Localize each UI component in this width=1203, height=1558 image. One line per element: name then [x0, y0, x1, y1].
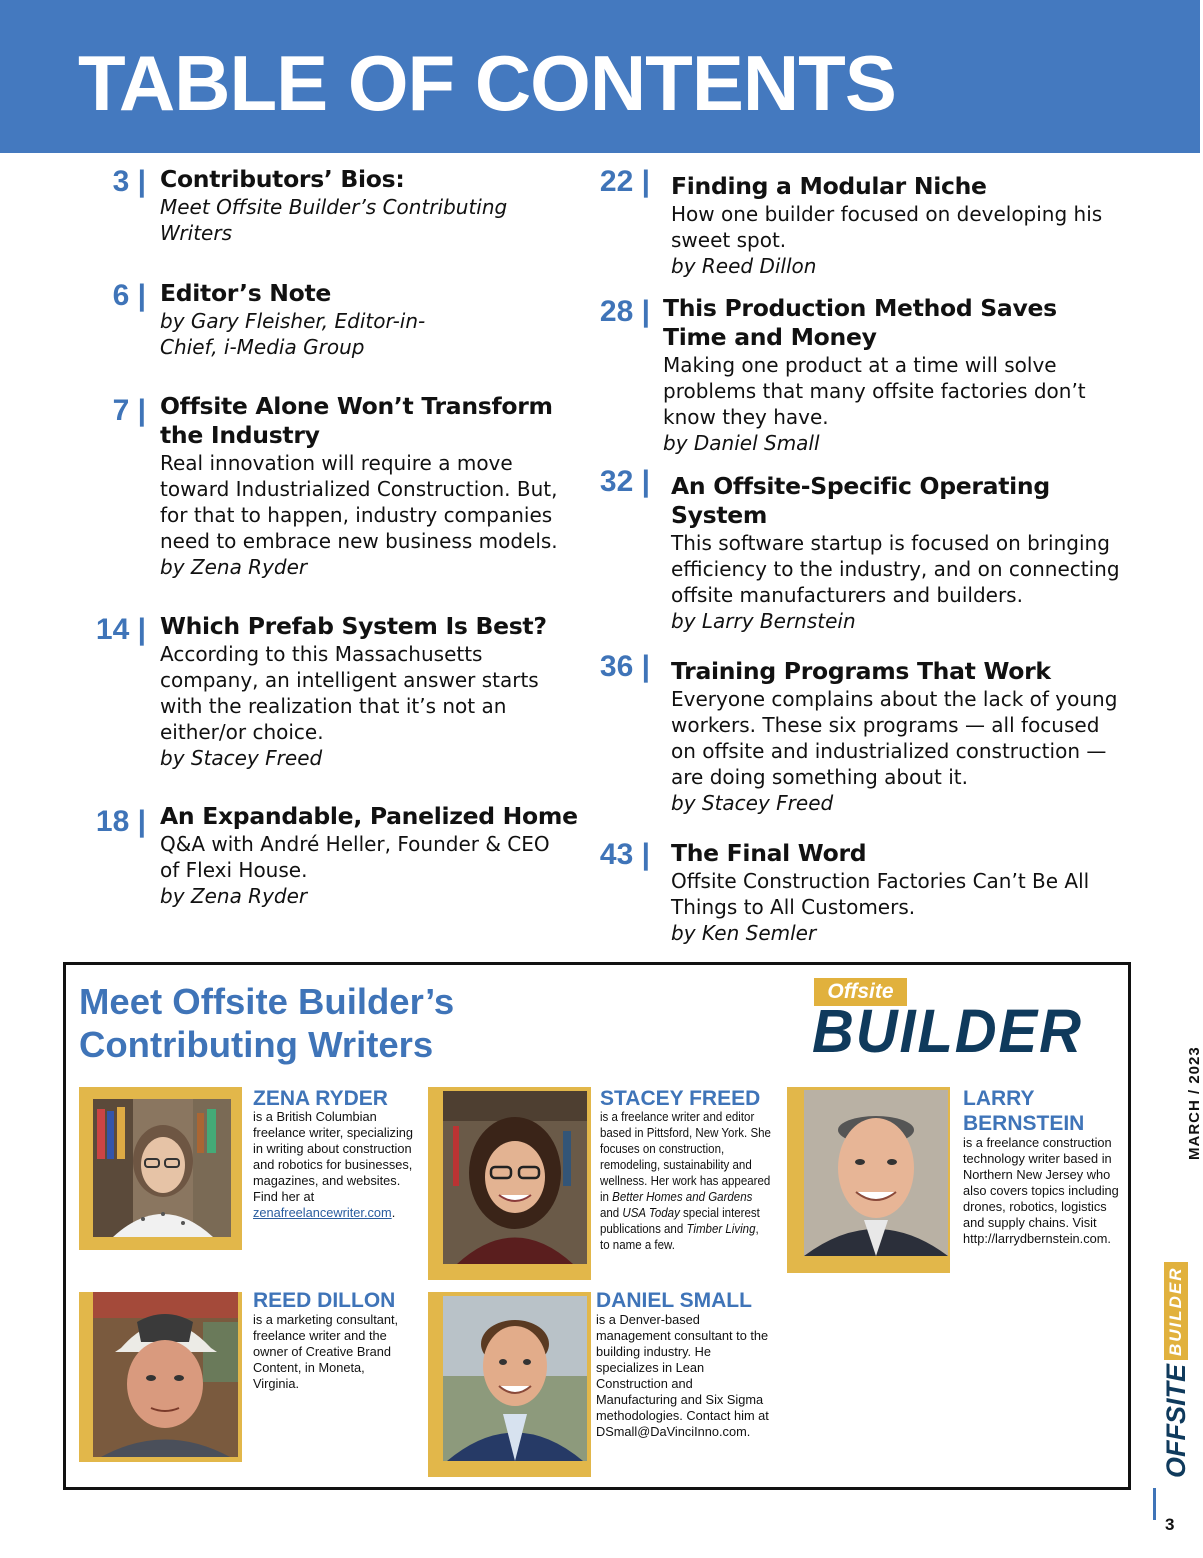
toc-page-number: 7 | [112, 394, 146, 427]
toc-entry-title: Offsite Alone Won’t Transform the Industry [160, 392, 553, 449]
toc-page-number: 32 | [599, 465, 650, 498]
writer-bio-daniel-small: is a Denver-based management consultant to the building industry. He specializes in Lean Construction and Manufacturing and Six Sigma methodologies. Contact him at DSmall@DaVinciInno.com. [596, 1312, 769, 1439]
toc-entry[interactable] [160, 802, 578, 909]
bio-text: , to name a few. [600, 1221, 759, 1252]
zena-website-link[interactable]: zenafreelancewriter.com [253, 1205, 392, 1220]
writer-name-larry-bernstein [963, 1086, 1084, 1136]
toc-entry-title: Which Prefab System Is Best? [160, 612, 547, 640]
photo-larry-bernstein [787, 1087, 950, 1273]
toc-entry[interactable] [160, 165, 560, 246]
toc-page-number: 6 | [112, 279, 146, 312]
bio-text: is a freelance writer and editor based in Pittsford, New York. She focuses on construction, remodeling, sustainability and wellness. Her work has appeared in [600, 1109, 771, 1204]
toc-entry-byline: by Larry Bernstein [671, 609, 856, 633]
footer-divider [1153, 1488, 1156, 1520]
toc-entry-desc: Q&A with André Heller, Founder & CEO of Flexi House. [160, 832, 550, 882]
issue-date: MARCH / 2023 [1186, 1046, 1203, 1160]
toc-entry[interactable] [160, 279, 490, 360]
toc-entry-byline: by Reed Dillon [671, 254, 817, 278]
toc-entry-byline: by Daniel Small [663, 431, 820, 455]
toc-entry-title: Finding a Modular Niche [671, 172, 987, 200]
writer-name-stacey-freed: STACEY FREED [600, 1087, 761, 1110]
toc-entry-title: This Production Method Saves Time and Money [663, 294, 1057, 351]
toc-page-number: 22 | [599, 165, 650, 198]
toc-entry[interactable] [663, 294, 1133, 456]
bio-text-end: . [391, 1205, 396, 1220]
toc-entry-byline: by Zena Ryder [160, 555, 308, 579]
contributors-title [79, 980, 454, 1066]
sidebar-logo [1160, 1266, 1192, 1478]
writer-name-line1: LARRY [963, 1087, 1035, 1110]
toc-page-number: 14 | [95, 613, 146, 646]
toc-page-number: 43 | [599, 838, 650, 871]
toc-entry-desc: This software startup is focused on bringing efficiency to the industry, and on connecting offsite manufacturers and builders. [671, 531, 1120, 607]
writer-bio-stacey-freed [600, 1109, 771, 1253]
writer-name-zena-ryder: ZENA RYDER [253, 1087, 388, 1110]
sidebar-logo-offsite: OFFSITE [1161, 1364, 1191, 1478]
writer-bio-zena-ryder [253, 1109, 415, 1221]
photo-zena-ryder [79, 1087, 242, 1250]
page-number: 3 [1165, 1515, 1175, 1534]
toc-entry-desc: Making one product at a time will solve problems that many offsite factories don’t know they have. [663, 353, 1086, 429]
toc-entry-byline: by Stacey Freed [160, 746, 323, 770]
toc-entry-byline: by Stacey Freed [671, 791, 834, 815]
photo-stacey-freed [428, 1087, 591, 1280]
writer-name-reed-dillon: REED DILLON [253, 1289, 396, 1312]
toc-entry-desc: Offsite Construction Factories Can’t Be All Things to All Customers. [671, 869, 1090, 919]
bio-text: special interest publications and [600, 1205, 760, 1236]
logo-word: BUILDER [812, 997, 1083, 1065]
toc-entry-desc: Meet Offsite Builder’s Contributing Writers [160, 195, 508, 245]
toc-entry-title: An Expandable, Panelized Home [160, 802, 578, 830]
toc-entry[interactable] [671, 172, 1131, 279]
toc-entry[interactable] [160, 392, 570, 580]
toc-entry[interactable] [671, 839, 1131, 946]
toc-page-number: 18 | [95, 805, 146, 838]
publication-name: Better Homes and Gardens [612, 1189, 753, 1204]
bio-text: is a British Columbian freelance writer, specializing in writing about construction and robotics for businesses, magazines, and websites. Find her at [253, 1109, 414, 1204]
writer-name-line2: BERNSTEIN [963, 1112, 1085, 1135]
toc-entry-byline: by Ken Semler [671, 921, 817, 945]
page-title: TABLE OF CONTENTS [78, 39, 896, 127]
toc-entry-desc: by Gary Fleisher, Editor-in-Chief, i-Media Group [160, 309, 426, 359]
toc-entry-title: Contributors’ Bios: [160, 165, 405, 193]
offsite-builder-logo [812, 978, 1083, 1065]
publication-name: USA Today [622, 1205, 680, 1220]
toc-entry-desc: Real innovation will require a move toward Industrialized Construction. But, for that to happen, industry companies need to embrace new business models. [160, 451, 558, 553]
photo-daniel-small [428, 1292, 591, 1477]
toc-entry-desc: How one builder focused on developing his sweet spot. [671, 202, 1103, 252]
writer-name-daniel-small: DANIEL SMALL [596, 1289, 752, 1312]
contributors-title-line2: Contributing Writers [79, 1024, 434, 1065]
writer-bio-reed-dillon: is a marketing consultant, freelance writer and the owner of Creative Brand Content, in Moneta, Virginia. [253, 1312, 399, 1391]
photo-reed-dillon [79, 1292, 242, 1462]
writer-bio-larry-bernstein: is a freelance construction technology writer based in Northern New Jersey who also covers topics including drones, robotics, logistics and supply chains. Visit http://larrydbernstein.com. [963, 1135, 1119, 1246]
toc-page-number: 28 | [599, 295, 650, 328]
toc-entry-title: Editor’s Note [160, 279, 332, 307]
sidebar-logo-builder: BUILDER [1164, 1262, 1188, 1360]
contributors-title-line1: Meet Offsite Builder’s [79, 981, 455, 1022]
toc-entry[interactable] [671, 472, 1131, 634]
toc-entry-title: The Final Word [671, 839, 867, 867]
toc-entry-title: An Offsite-Specific Operating System [671, 472, 1050, 529]
toc-entry[interactable] [160, 612, 570, 771]
publication-name: Timber Living [686, 1221, 756, 1236]
toc-entry-byline: by Zena Ryder [160, 884, 308, 908]
logo-tag: Offsite [814, 978, 907, 1006]
header-banner [0, 0, 1200, 153]
bio-text: and [600, 1205, 620, 1220]
toc-entry-desc: Everyone complains about the lack of young workers. These six programs — all focused on offsite and industrialized construction — are doing something about it. [671, 687, 1118, 789]
toc-page-number: 3 | [112, 165, 146, 198]
toc-entry[interactable] [671, 657, 1131, 816]
toc-page-number: 36 | [599, 650, 650, 683]
toc-entry-desc: According to this Massachusetts company, an intelligent answer starts with the realization that it’s not an either/or choice. [160, 642, 539, 744]
toc-entry-title: Training Programs That Work [671, 657, 1051, 685]
